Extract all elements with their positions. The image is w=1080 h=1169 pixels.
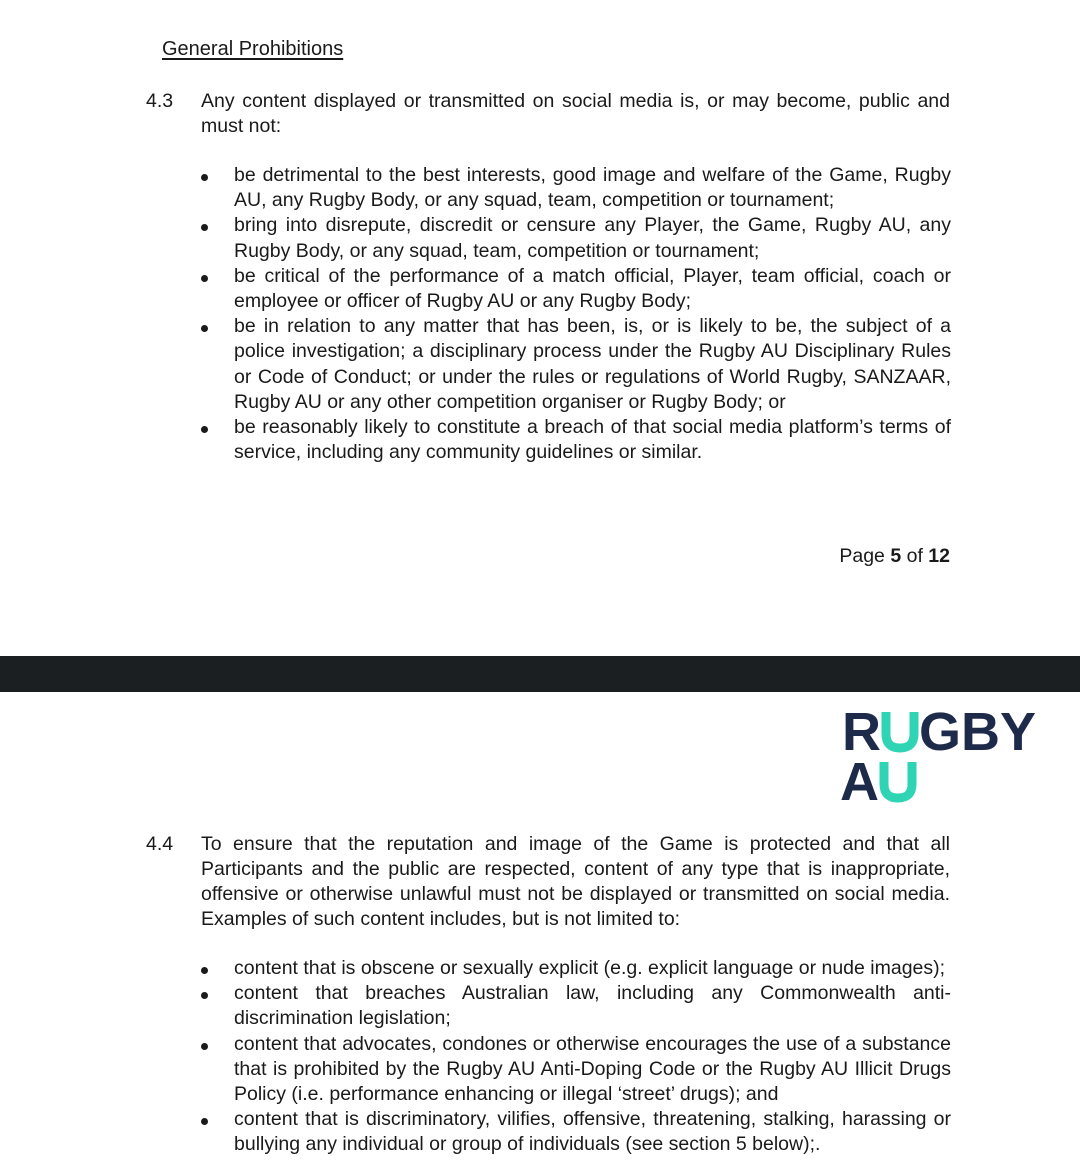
logo-letters: R [842, 704, 881, 762]
clause-text: To ensure that the reputation and image of the Game is protected and that all Participants and the public are respected, content of any type that is inappropriate, offensive or otherwise unlawful must not be displayed or transmitted on social media. Examples of such content includes, but is not limited to: [201, 833, 950, 930]
list-item: be in relation to any matter that has been, is, or is likely to be, the subject of a police investigation; a disciplinary process under the Rugby AU Disciplinary Rules or Code of Conduct; or under the rules or regulations of World Rugby, SANZAAR, Rugby AU or any other competition organiser or Rugby Body; or [201, 314, 951, 415]
bullet-icon [201, 1118, 208, 1125]
list-item: content that advocates, condones or otherwise encourages the use of a substance that is prohibited by the Rugby AU Anti-Doping Code or the Rugby AU Illicit Drugs Policy (i.e. performance enhancing or illegal ‘street’ drugs); and [201, 1032, 951, 1108]
bullet-list-4-4 [201, 956, 951, 1158]
logo-u-accent-icon [886, 712, 914, 748]
list-item: content that is obscene or sexually explicit (e.g. explicit language or nude images); [201, 956, 951, 981]
clause-text: Any content displayed or transmitted on social media is, or may become, public and must not: [201, 90, 950, 137]
list-item: content that is discriminatory, vilifies, offensive, threatening, stalking, harassing or bullying any individual or group of individuals (see section 5 below);. [201, 1107, 951, 1157]
bullet-list-4-3 [201, 163, 951, 465]
bullet-icon [201, 275, 208, 282]
bullet-icon [201, 224, 208, 231]
bullet-icon [201, 174, 208, 181]
bullet-icon [201, 1043, 208, 1050]
logo-letters: A [840, 752, 879, 804]
clause-number: 4.4 [146, 833, 174, 855]
logo-u-accent-icon [884, 762, 912, 798]
list-item: be critical of the performance of a match official, Player, team official, coach or employee or officer of Rugby AU or any Rugby Body; [201, 264, 951, 314]
page-divider [0, 656, 1080, 692]
list-item: be reasonably likely to constitute a breach of that social media platform’s terms of service, including any community guidelines or similar. [201, 415, 951, 465]
list-item: content that breaches Australian law, including any Commonwealth anti-discrimination legislation; [201, 981, 951, 1031]
total-pages: 12 [928, 545, 950, 567]
bullet-icon [201, 426, 208, 433]
current-page: 5 [890, 545, 902, 567]
clause-4-4 [146, 832, 950, 932]
bullet-icon [201, 992, 208, 999]
rugby-au-logo [840, 704, 1060, 804]
list-item: be detrimental to the best interests, good image and welfare of the Game, Rugby AU, any Rugby Body, or any squad, team, competition or tournament; [201, 163, 951, 213]
bullet-icon [201, 325, 208, 332]
bullet-icon [201, 967, 208, 974]
page-number: Page 5 of 12 [839, 545, 950, 567]
list-item: bring into disrepute, discredit or censure any Player, the Game, Rugby AU, any Rugby Body, or any squad, team, competition or tournament; [201, 213, 951, 263]
clause-number: 4.3 [146, 90, 174, 112]
clause-4-3 [146, 89, 950, 139]
logo-letters: GBY [919, 704, 1037, 762]
section-heading: General Prohibitions [162, 38, 344, 60]
